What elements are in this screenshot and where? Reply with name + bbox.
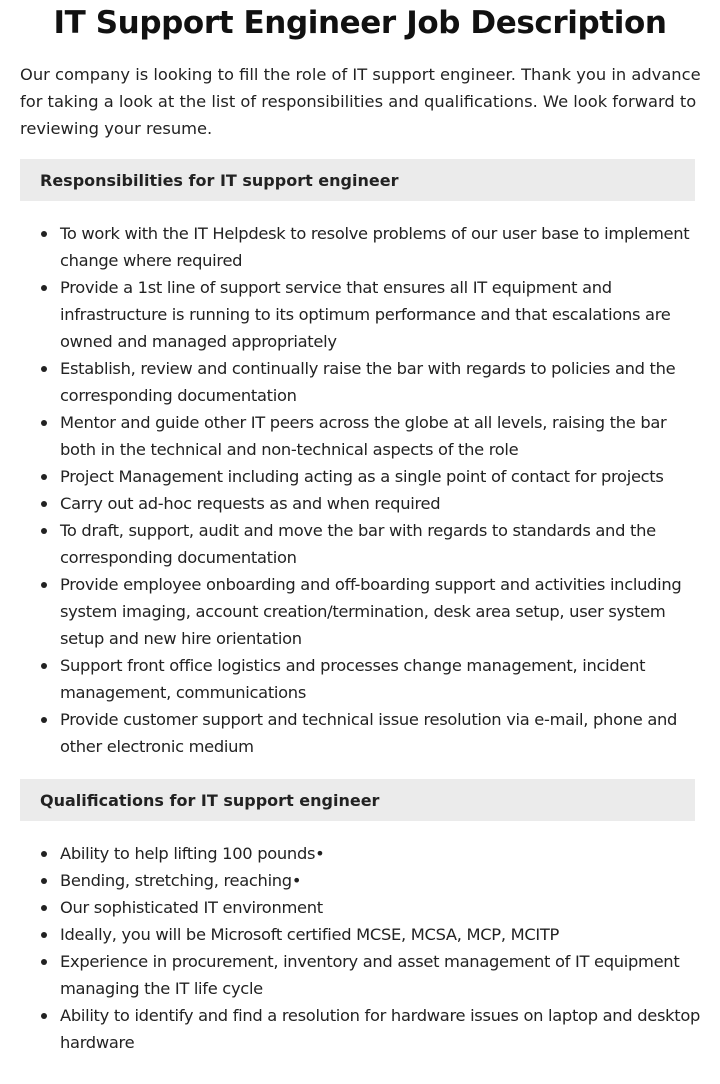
page-title: IT Support Engineer Job Description [53, 5, 667, 41]
qualifications-list [20, 840, 702, 1056]
qualification-item: Experience in procurement, inventory and asset management of IT equipment managing the IT life cycle [20, 948, 702, 1002]
qualification-item: Ability to identify and find a resolution for hardware issues on laptop and desktop hardware [20, 1002, 702, 1056]
responsibility-item: Provide a 1st line of support service that ensures all IT equipment and infrastructure is running to its optimum performance and that escalations are owned and managed appropriately [20, 274, 702, 355]
qualifications-header [20, 779, 695, 821]
qualification-item: Our sophisticated IT environment [20, 894, 702, 921]
responsibility-item: To work with the IT Helpdesk to resolve problems of our user base to implement change where required [20, 220, 702, 274]
qualification-item: Bending, stretching, reaching• [20, 867, 702, 894]
responsibilities-title: Responsibilities for IT support engineer [40, 170, 399, 190]
qualification-item: Ideally, you will be Microsoft certified MCSE, MCSA, MCP, MCITP [20, 921, 702, 948]
responsibility-item: Project Management including acting as a single point of contact for projects [20, 463, 702, 490]
responsibility-item: Mentor and guide other IT peers across the globe at all levels, raising the bar both in the technical and non-technical aspects of the role [20, 409, 702, 463]
responsibilities-list [20, 220, 702, 760]
responsibilities-header [20, 159, 695, 201]
qualifications-title: Qualifications for IT support engineer [40, 790, 380, 810]
responsibility-item: Provide customer support and technical issue resolution via e-mail, phone and other electronic medium [20, 706, 702, 760]
responsibility-item: To draft, support, audit and move the bar with regards to standards and the corresponding documentation [20, 517, 702, 571]
responsibility-item: Support front office logistics and processes change management, incident management, communications [20, 652, 702, 706]
qualification-item: Ability to help lifting 100 pounds• [20, 840, 702, 867]
responsibility-item: Provide employee onboarding and off-boarding support and activities including system imaging, account creation/termination, desk area setup, user system setup and new hire orientation [20, 571, 702, 652]
responsibility-item: Establish, review and continually raise the bar with regards to policies and the corresponding documentation [20, 355, 702, 409]
intro-paragraph: Our company is looking to fill the role of IT support engineer. Thank you in advance for taking a look at the list of responsibilities and qualifications. We look forward to reviewing your resume. [20, 65, 701, 138]
responsibility-item: Carry out ad-hoc requests as and when required [20, 490, 702, 517]
